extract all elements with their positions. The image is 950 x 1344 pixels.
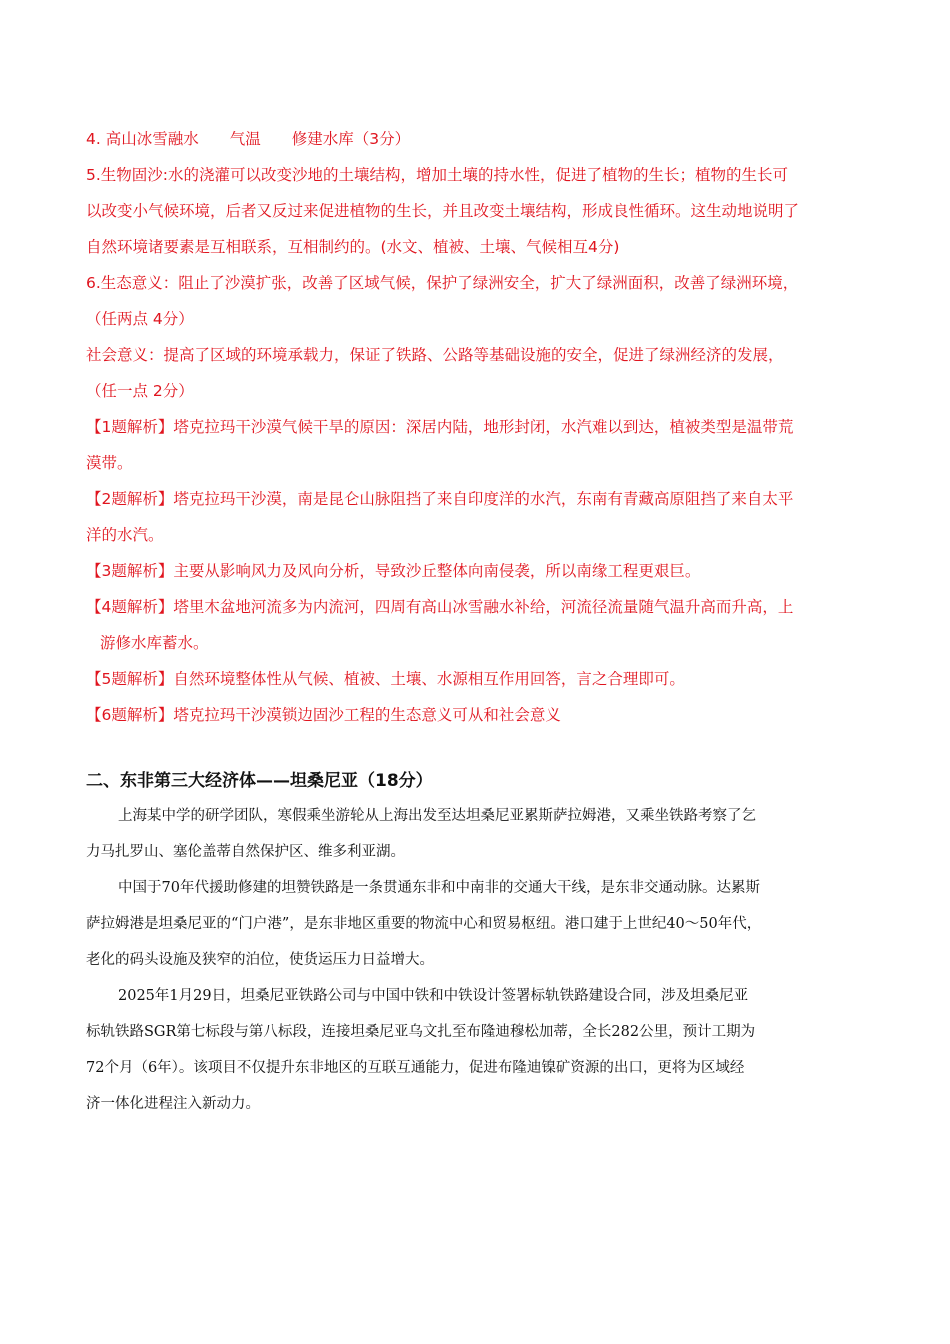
paragraph-1-line-2: 力马扎罗山、塞伦盖蒂自然保护区、维多利亚湖。 xyxy=(86,844,405,860)
analysis-2a: 【2题解析】塔克拉玛干沙漠，南是昆仑山脉阻挡了来自印度洋的水汽，东南有青藏高原阻挡了来自太平 xyxy=(86,490,794,508)
paragraph-2-line-1: 中国于70年代援助修建的坦赞铁路是一条贯通东非和中南非的交通大干线，是东非交通动脉。达累斯 xyxy=(118,880,760,896)
answer-line-4: 4. 高山冰雪融水 气温 修建水库（3分） xyxy=(86,130,411,148)
answer-line-6d: （任一点 2分） xyxy=(86,382,194,400)
answer-line-6b: （任两点 4分） xyxy=(86,310,194,328)
answer-line-6c: 社会意义：提高了区域的环境承载力，保证了铁路、公路等基础设施的安全，促进了绿洲经济的发展， xyxy=(86,346,784,364)
paragraph-1-line-1: 上海某中学的研学团队，寒假乘坐游轮从上海出发至达坦桑尼亚累斯萨拉姆港，又乘坐铁路考察了乞 xyxy=(118,808,756,824)
answer-line-6a: 6.生态意义：阻止了沙漠扩张，改善了区域气候，保护了绿洲安全，扩大了绿洲面积，改善了绿洲环境， xyxy=(86,274,799,292)
paragraph-2-line-2: 萨拉姆港是坦桑尼亚的“门户港”，是东非地区重要的物流中心和贸易枢纽。港口建于上世纪40～50年代， xyxy=(86,916,762,932)
answer-line-5a: 5.生物固沙:水的浇灌可以改变沙地的土壤结构，增加土壤的持水性，促进了植物的生长；植物的生长可 xyxy=(86,166,789,184)
analysis-1a: 【1题解析】塔克拉玛干沙漠气候干旱的原因：深居内陆，地形封闭，水汽难以到达，植被类型是温带荒 xyxy=(86,418,794,436)
analysis-4b: 游修水库蓄水。 xyxy=(100,634,209,652)
section-two xyxy=(86,764,876,1122)
analysis-6: 【6题解析】塔克拉玛干沙漠锁边固沙工程的生态意义可从和社会意义 xyxy=(86,706,561,724)
paragraph-2-line-3: 老化的码头设施及狭窄的泊位，使货运压力日益增大。 xyxy=(86,952,434,968)
answer-key-block xyxy=(86,124,876,736)
analysis-1b: 漠带。 xyxy=(86,454,133,472)
analysis-4a: 【4题解析】塔里木盆地河流多为内流河，四周有高山冰雪融水补给，河流径流量随气温升高而升高，上 xyxy=(86,598,794,616)
paragraph-3-line-3: 72个月（6年）。该项目不仅提升东非地区的互联互通能力，促进布隆迪镍矿资源的出口，更将为区域经 xyxy=(86,1060,745,1076)
section-title: 二、东非第三大经济体——坦桑尼亚（18分） xyxy=(86,771,433,791)
analysis-5: 【5题解析】自然环境整体性从气候、植被、土壤、水源相互作用回答，言之合理即可。 xyxy=(86,670,685,688)
paragraph-3-line-1: 2025年1月29日，坦桑尼亚铁路公司与中国中铁和中铁设计签署标轨铁路建设合同，涉及坦桑尼亚 xyxy=(118,988,749,1004)
analysis-3: 【3题解析】主要从影响风力及风向分析，导致沙丘整体向南侵袭，所以南缘工程更艰巨。 xyxy=(86,562,701,580)
paragraph-3-line-2: 标轨铁路SGR第七标段与第八标段，连接坦桑尼亚乌文扎至布隆迪穆松加蒂，全长282公里，预计工期为 xyxy=(86,1024,756,1040)
paragraph-3-line-4: 济一体化进程注入新动力。 xyxy=(86,1096,260,1112)
analysis-2b: 洋的水汽。 xyxy=(86,526,164,544)
answer-line-5c: 自然环境诸要素是互相联系，互相制约的。(水文、植被、土壤、气候相互4分) xyxy=(86,238,620,256)
answer-line-5b: 以改变小气候环境，后者又反过来促进植物的生长，并且改变土壤结构，形成良性循环。这生动地说明了 xyxy=(86,202,800,220)
